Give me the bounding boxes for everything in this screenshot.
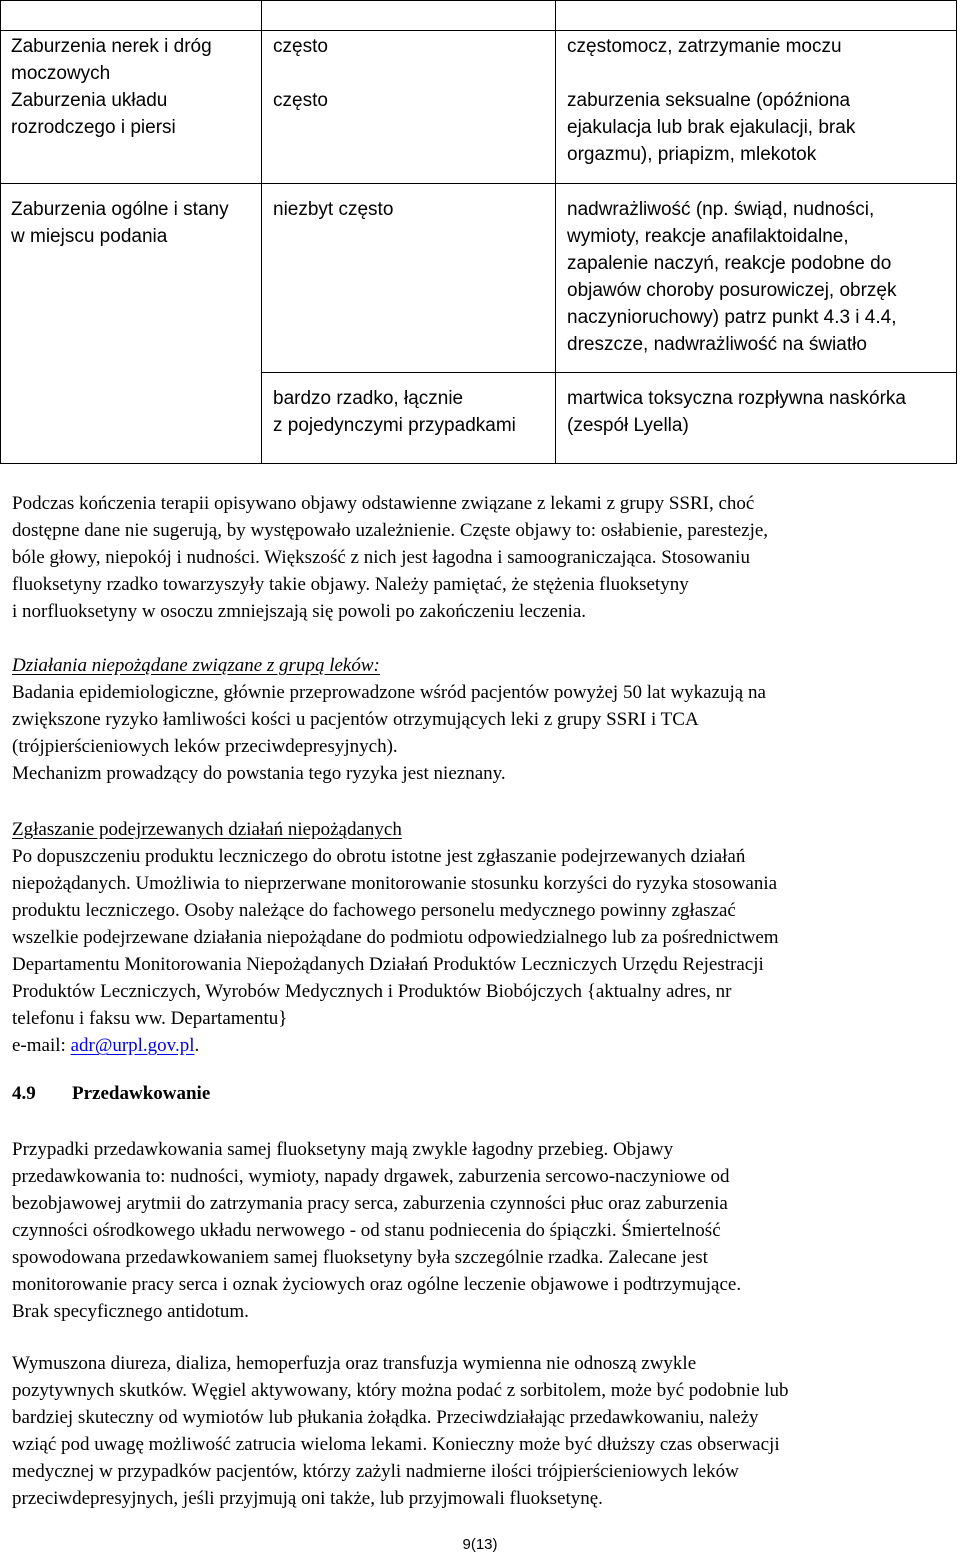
cell-line: orgazmu), priapizm, mlekotok [567, 144, 817, 165]
effect-cell [567, 385, 906, 439]
cell-line: zapalenie naczyń, reakcje podobne do [567, 253, 892, 274]
cell-line: niezbyt często [273, 199, 394, 220]
text-line: wziąć pod uwagę możliwość zatrucia wieloma lekami. Konieczny może być dłuższy czas obserwacji [12, 1434, 780, 1455]
cell-line: naczynioruchowy) patrz punkt 4.3 i 4.4, [567, 307, 897, 328]
cell-line: martwica toksyczna rozpływna naskórka [567, 388, 906, 409]
table-border-bottom [0, 463, 957, 464]
cell-line: bardzo rzadko, łącznie [273, 388, 464, 409]
text-line: Badania epidemiologiczne, głównie przeprowadzone wśród pacjentów powyżej 50 lat wykazują na [12, 682, 766, 703]
text-line: przedawkowania to: nudności, wymioty, napady drgawek, zaburzenia sercowo-naczyniowe od [12, 1166, 730, 1187]
frequency-cell [273, 33, 328, 60]
text-line: zwiększone ryzyko łamliwości kości u pacjentów otrzymujących leki z grupy SSRI i TCA [12, 709, 699, 730]
text-line: Wymuszona diureza, dializa, hemoperfuzja oraz transfuzja wymienna nie odnoszą zwykle [12, 1353, 697, 1374]
cell-line: zaburzenia seksualne (opóźniona [567, 90, 851, 111]
text-line: produktu leczniczego. Osoby należące do fachowego personelu medycznego powinny zgłaszać [12, 900, 736, 921]
text-line: i norfluoksetyny w osoczu zmniejszają się powoli po zakończeniu leczenia. [12, 601, 587, 622]
text-line: medycznej w przypadków pacjentów, którzy zażyli nadmierne ilości trójpierścieniowych leków [12, 1461, 739, 1482]
cell-line: moczowych [11, 63, 111, 84]
cell-line: rozrodczego i piersi [11, 117, 176, 138]
text-line: dostępne dane nie sugerują, by występowało uzależnienie. Częste objawy to: osłabienie, parestezje, [12, 520, 769, 541]
text-line: Przypadki przedawkowania samej fluoksetyny mają zwykle łagodny przebieg. Objawy [12, 1139, 674, 1160]
email-link[interactable]: adr@urpl.gov.pl [70, 1035, 195, 1056]
reporting-section [12, 816, 952, 1059]
frequency-cell [273, 87, 328, 114]
organ-class-cell [11, 196, 229, 250]
cell-line: wymioty, reakcje anafilaktoidalne, [567, 226, 849, 247]
table-col-divider [555, 0, 556, 464]
text-line: spowodowana przedawkowaniem samej fluoksetyny była szczególnie rzadka. Zalecane jest [12, 1247, 708, 1268]
cell-line: ejakulacja lub brak ejakulacji, brak [567, 117, 856, 138]
text-line: telefonu i faksu ww. Departamentu} [12, 1008, 288, 1029]
cell-line: nadwrażliwość (np. świąd, nudności, [567, 199, 875, 220]
email-suffix: . [194, 1035, 200, 1056]
section-heading: Działania niepożądane związane z grupą leków: [12, 655, 380, 676]
text-line: wszelkie podejrzewane działania niepożądane do podmiotu odpowiedzialnego lub za pośrednictwem [12, 927, 779, 948]
cell-line: w miejscu podania [11, 226, 168, 247]
overdose-paragraph-2 [12, 1350, 952, 1512]
text-line: pozytywnych skutków. Węgiel aktywowany, który można podać z sorbitolem, może być podobnie lub [12, 1380, 789, 1401]
withdrawal-paragraph [12, 490, 952, 625]
cell-line: z pojedynczymi przypadkami [273, 415, 516, 436]
text-line: przeciwdepresyjnych, jeśli przyjmują oni także, lub przyjmowali fluoksetynę. [12, 1488, 603, 1509]
section-title-text: Przedawkowanie [72, 1083, 211, 1104]
section-title [12, 1083, 210, 1105]
page-number: 9(13) [462, 1536, 498, 1553]
section-number: 4.9 [12, 1083, 36, 1104]
effect-cell [567, 87, 855, 168]
table-row-divider [0, 183, 957, 184]
cell-line: Zaburzenia ogólne i stany [11, 199, 229, 220]
table-border-top [0, 0, 957, 1]
text-line: Departamentu Monitorowania Niepożądanych Działań Produktów Leczniczych Urzędu Rejestracji [12, 954, 764, 975]
text-line: Produktów Leczniczych, Wyrobów Medycznych i Produktów Biobójczych {aktualny adres, nr [12, 981, 732, 1002]
cell-line: często [273, 90, 328, 111]
text-line: bezobjawowej arytmii do zatrzymania pracy serca, zaburzenia czynności płuc oraz zaburzenia [12, 1193, 728, 1214]
text-line: fluoksetyny rzadko towarzyszyły takie objawy. Należy pamiętać, że stężenia fluoksetyny [12, 574, 689, 595]
cell-line: Zaburzenia układu [11, 90, 168, 111]
email-line [12, 1032, 952, 1059]
cell-line: (zespół Lyella) [567, 415, 689, 436]
cell-line: objawów choroby posurowiczej, obrzęk [567, 280, 897, 301]
frequency-cell [273, 385, 516, 439]
text-line: Po dopuszczeniu produktu leczniczego do obrotu istotne jest zgłaszanie podejrzewanych działań [12, 846, 746, 867]
cell-line: częstomocz, zatrzymanie moczu [567, 36, 842, 57]
text-line: Podczas kończenia terapii opisywano objawy odstawienne związane z lekami z grupy SSRI, choć [12, 493, 755, 514]
effect-cell [567, 196, 897, 358]
text-line: bardziej skuteczny od wymiotów lub płukania żołądka. Przeciwdziałając przedawkowaniu, należy [12, 1407, 759, 1428]
table-row-divider [261, 372, 957, 373]
text-line: Brak specyficznego antidotum. [12, 1301, 249, 1322]
frequency-cell [273, 196, 393, 223]
organ-class-cell [11, 33, 212, 87]
cell-line: często [273, 36, 328, 57]
text-line: (trójpierścieniowych leków przeciwdepresyjnych). [12, 736, 398, 757]
table-border-left [0, 0, 1, 464]
text-line: Mechanizm prowadzący do powstania tego ryzyka jest nieznany. [12, 763, 506, 784]
text-line: bóle głowy, niepokój i nudności. Większość z nich jest łagodna i samoograniczająca. Stosowaniu [12, 547, 750, 568]
section-heading: Zgłaszanie podejrzewanych działań niepożądanych [12, 819, 402, 840]
overdose-paragraph-1 [12, 1136, 952, 1325]
adverse-effects-table [0, 0, 957, 465]
cell-line: Zaburzenia nerek i dróg [11, 36, 212, 57]
table-header-divider [0, 30, 957, 31]
organ-class-cell [11, 87, 176, 141]
table-border-right [956, 0, 957, 464]
class-effects-section [12, 652, 952, 787]
effect-cell [567, 33, 842, 60]
text-line: niepożądanych. Umożliwia to nieprzerwane monitorowanie stosunku korzyści do ryzyka stosowania [12, 873, 778, 894]
text-line: czynności ośrodkowego układu nerwowego - od stanu podniecenia do śpiączki. Śmiertelność [12, 1220, 721, 1241]
text-line: monitorowanie pracy serca i oznak życiowych oraz ogólne leczenie objawowe i podtrzymujące. [12, 1274, 742, 1295]
cell-line: dreszcze, nadwrażliwość na światło [567, 334, 867, 355]
email-label: e-mail: [12, 1035, 71, 1056]
table-col-divider [261, 0, 262, 464]
